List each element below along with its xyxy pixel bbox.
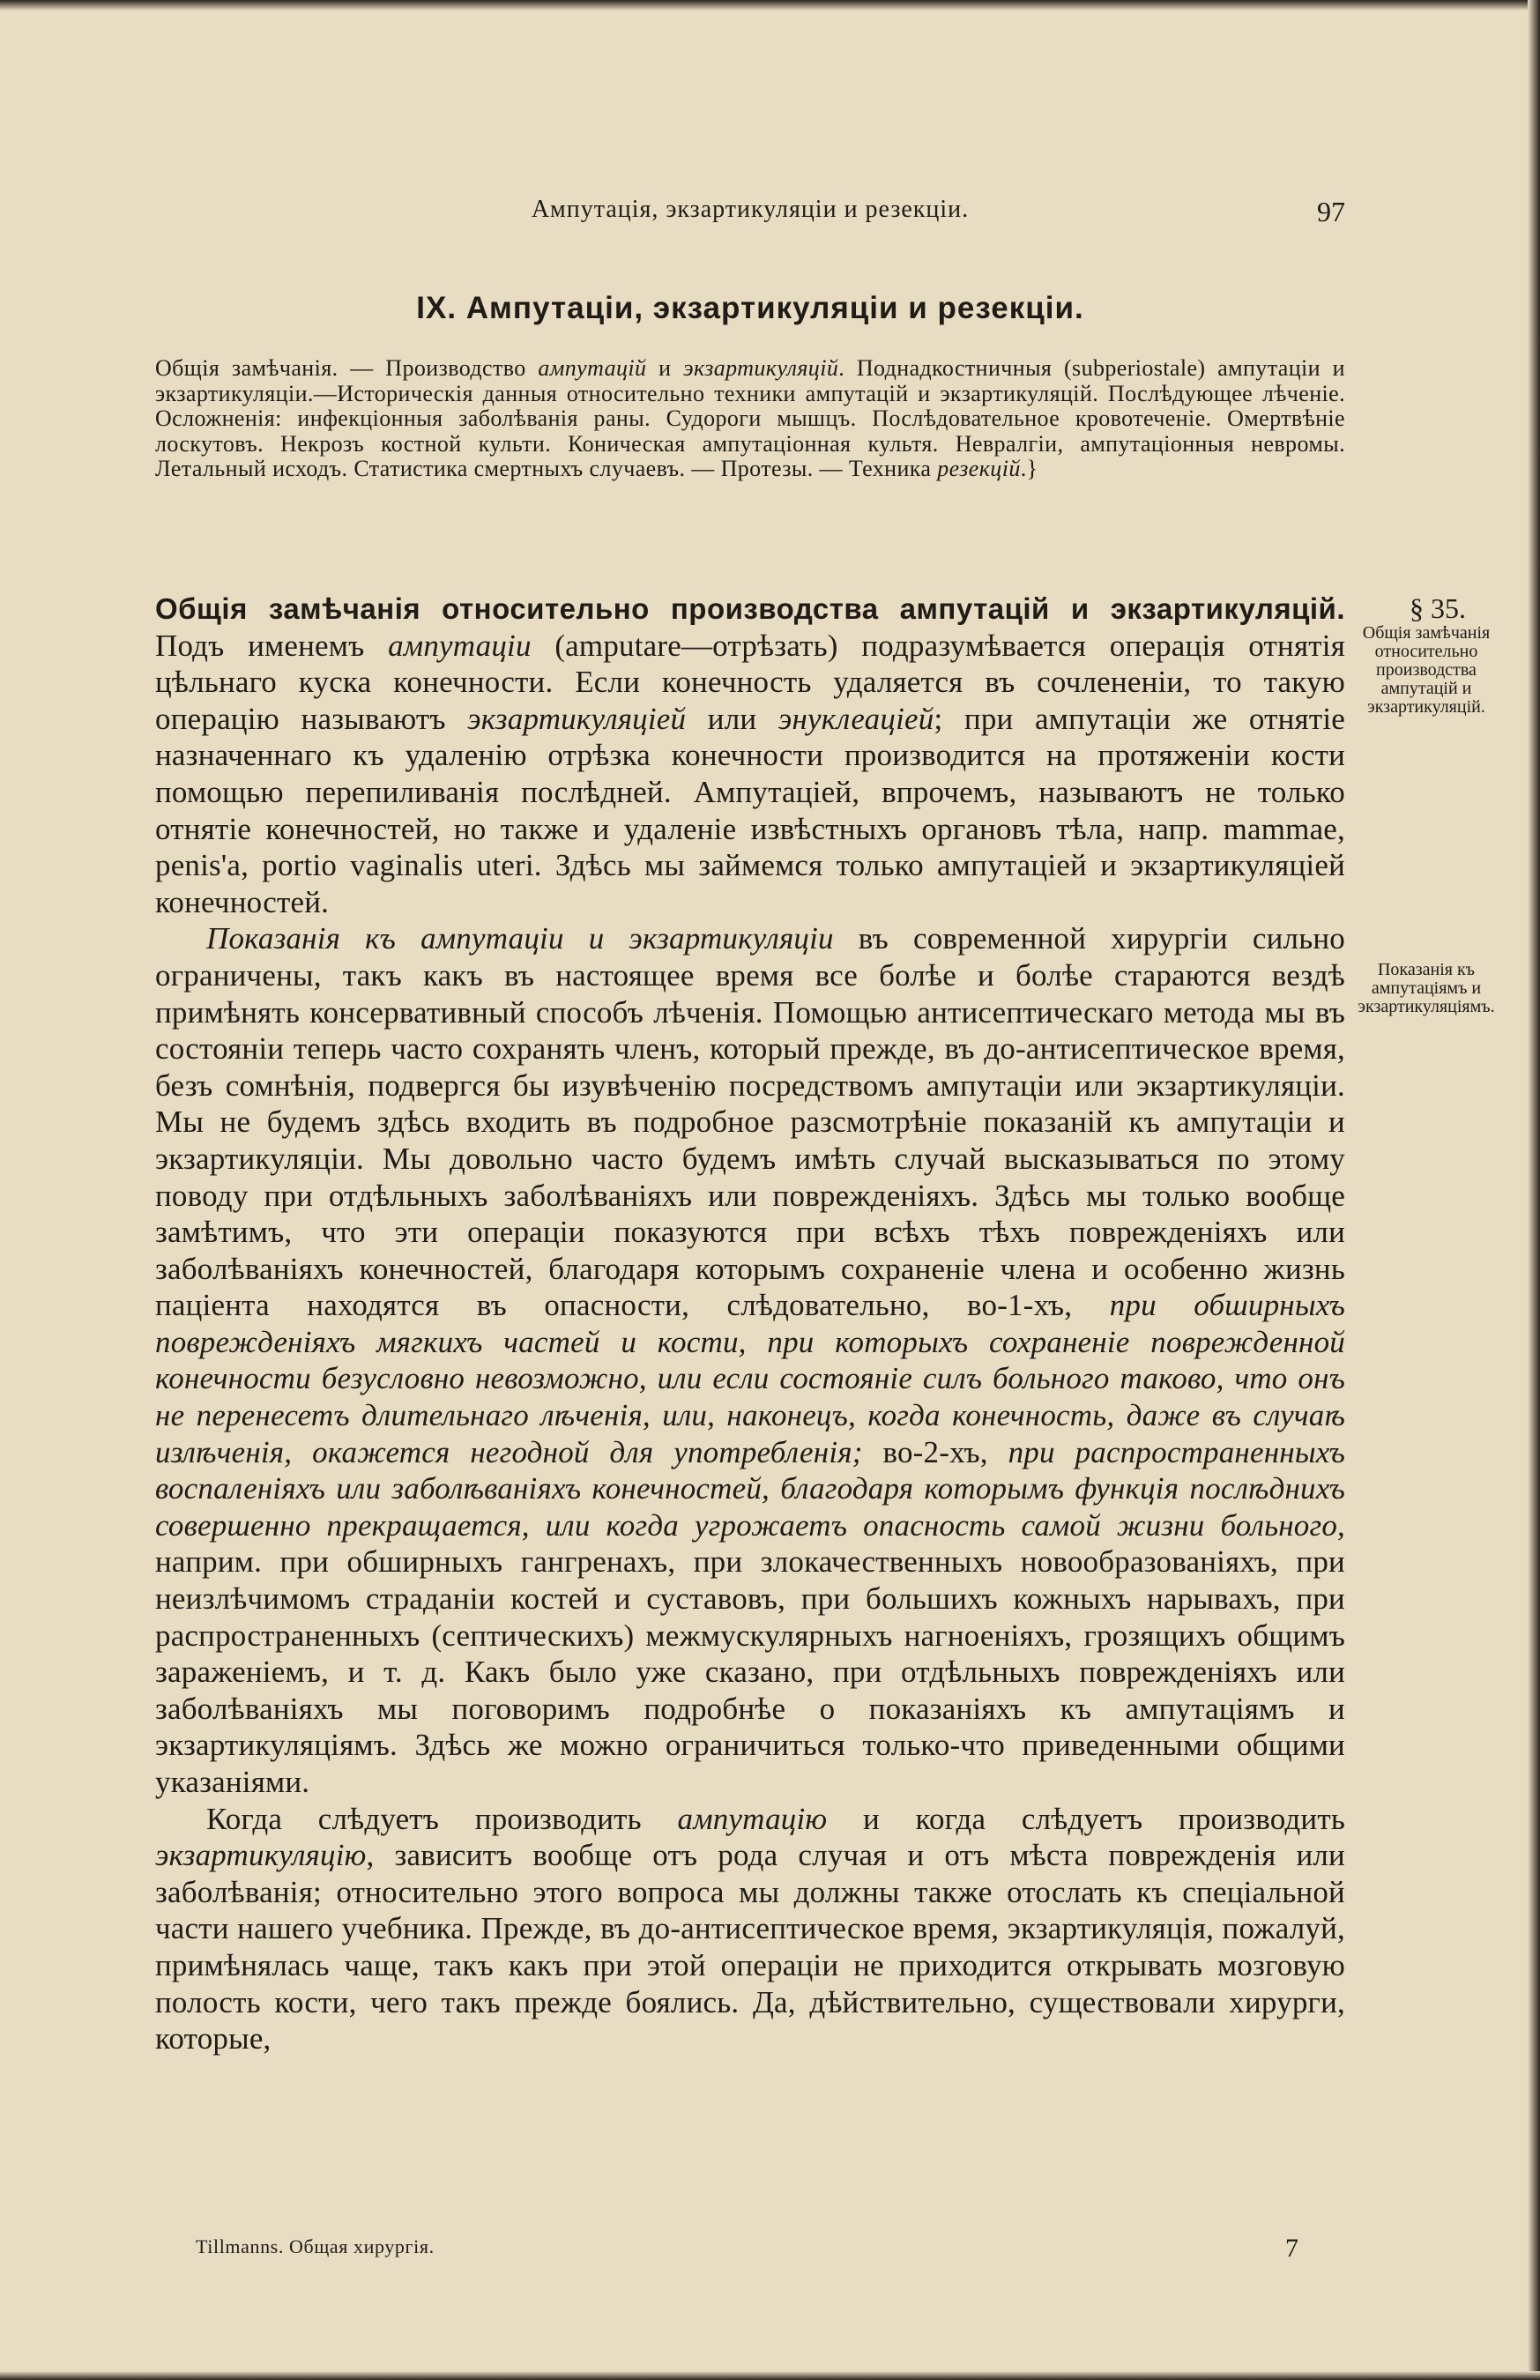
summary-italic-resections: резекцій (937, 456, 1021, 482)
p1-text-c: или (686, 701, 778, 736)
chapter-summary (155, 356, 1345, 482)
summary-rest: . Поднадкостничныя (subperiostale) ампутаціи и экзартикуляціи.—Историческія данныя относительно техники ампутацій и экзартикуляцій. Послѣдующее лѣченіе. Осложненія: инфекціонныя заболѣванія раны. Судороги мышцъ. Послѣдовательное кровотеченіе. Омертвѣніе лоскутовъ. Некрозъ костной культи. Коническая ампутаціонная культя. Невралгіи, ампутаціонныя невромы. Летальный исходъ. Статистика смертныхъ случаевъ. — Протезы. — Техника (155, 355, 1345, 482)
scan-edge-top (0, 0, 1540, 11)
p2-text-c: наприм. при обширныхъ гангренахъ, при злокачественныхъ новообразованіяхъ, при неизлѣчимомъ страданіи костей и суставовъ, при большихъ кожныхъ нарывахъ, при распространенныхъ (септическихъ) межмускулярныхъ нагноеніяхъ, грозящихъ общимъ зараженіемъ, и т. д. Какъ было уже сказано, при отдѣльныхъ поврежденіяхъ или заболѣваніяхъ мы поговоримъ подробнѣе о показаніяхъ къ ампутаціямъ и экзартикуляціямъ. Здѣсь же можно ограничиться только-что приведенными общими указаніями. (155, 1544, 1345, 1799)
p2-italic-a: Показанія къ ампутаціи и экзартикуляціи (206, 921, 834, 956)
running-title: Ампутація, экзартикуляціи и резекціи. (531, 196, 970, 223)
running-head (155, 196, 1345, 231)
p3-text-c: , зависитъ вообще отъ рода случая и отъ мѣста поврежденія или заболѣванія; относительно этого вопроса мы должны также отослать къ спеціальной части нашего учебника. Прежде, въ до-антисептическое время, экзартикуляція, пожалуй, примѣнялась чаще, такъ какъ при этой операціи не приходится открывать мозговую полость кости, чего такъ прежде боялись. Да, дѣйствительно, существовали хирурги, которые, (155, 1838, 1345, 2056)
paragraph-2 (155, 920, 1345, 1800)
p3-text-b: и когда слѣдуетъ производить (827, 1801, 1345, 1836)
chapter-title: IX. Ампутаціи, экзартикуляціи и резекціи. (416, 291, 1084, 325)
footer-source: Tillmanns. Общая хирургія. (196, 2235, 435, 2257)
p3-text-a: Когда слѣдуетъ производить (206, 1801, 678, 1836)
p3-italic-a: ампутацію (677, 1801, 828, 1836)
p1-text-d: ; при ампутаціи же отнятіе назначеннаго къ удаленію отрѣзка конечности производится на протяженіи кости помощью перепиливанія послѣдней. Ампутаціей, впрочемъ, называютъ не только отнятіе конечностей, но также и удаленіе извѣстныхъ органовъ тѣла, напр. mammae, penis'a, portio vaginalis uteri. Здѣсь мы займемся только ампутаціей и экзартикуляціей конечностей. (155, 701, 1345, 919)
paragraph-3 (155, 1801, 1345, 2057)
summary-end: .} (1020, 456, 1038, 482)
margin-note-general-remarks: Общія замѣчанія относительно производства ампутацій и экзартикуляцій. (1362, 623, 1491, 717)
p1-italic-b: экзартикуляціей (467, 701, 687, 736)
p1-text-b: (amputare—отрѣзать) подразумѣвается операція отнятія цѣльнаго куска конечности. Если конечность удаляется въ сочлененіи, то такую операцію называютъ (155, 628, 1345, 736)
summary-italic-exarticulations: экзартикуляцій (683, 355, 839, 381)
section-mark: § 35. (1410, 592, 1466, 624)
summary-italic-amputations: ампутацій (538, 355, 647, 381)
signature-mark: 7 (1285, 2234, 1298, 2263)
p2-text-a: въ современной хирургіи сильно ограничены, такъ какъ въ настоящее время все болѣе и болѣе стараются вездѣ примѣнять консервативный способъ лѣченія. Помощью антисептическаго метода мы въ состояніи теперь часто сохранять членъ, который прежде, въ до-антисептическое время, безъ сомнѣнія, подвергся бы изувѣченію посредствомъ ампутаціи или экзартикуляціи. Мы не будемъ здѣсь входить въ подробное разсмотрѣніе показаній къ ампутаціи и экзартикуляціи. Мы довольно часто будемъ имѣть случай высказываться по этому поводу при отдѣльныхъ заболѣваніяхъ или поврежденіяхъ. Здѣсь мы только вообще замѣтимъ, что эти операціи показуются при всѣхъ тѣхъ поврежденіяхъ или заболѣваніяхъ конечностей, благодаря которымъ сохраненіе члена и особенно жизнь паціента находятся въ опасности, слѣдовательно, во-1-хъ, (155, 921, 1345, 1323)
paragraph-1 (155, 591, 1345, 920)
main-text (155, 591, 1345, 2057)
p2-text-b: во-2-хъ, (862, 1434, 1008, 1469)
summary-lead: Общія замѣчанія. — Производство (155, 355, 539, 381)
p1-text-a: Подъ именемъ (155, 628, 389, 663)
page-number: 97 (1317, 196, 1345, 227)
section-subheading: Общія замѣчанія относительно производства ампутацій и экзартикуляцій. (155, 592, 1345, 625)
p3-italic-b: экзартикуляцію (155, 1838, 367, 1873)
p1-italic-a: ампутаціи (388, 628, 532, 663)
p2-italic-c: при распространенныхъ воспаленіяхъ или заболѣваніяхъ конечностей, благодаря которымъ функція послѣднихъ совершенно прекращается, или когда угрожаетъ опасность самой жизни больного, (155, 1434, 1345, 1543)
page-footer (196, 2234, 1306, 2265)
summary-and: и (646, 355, 684, 381)
p1-italic-c: энуклеаціей (777, 701, 934, 736)
p2-italic-b: при обширныхъ поврежденіяхъ мягкихъ частей и кости, при которыхъ сохраненіе поврежденной конечности безусловно невозможно, или если состояніе силъ больного таково, что онъ не перенесетъ длительнаго лѣченія, или, наконецъ, когда конечность, даже въ случаѣ излѣченія, окажется негодной для употребленія; (155, 1288, 1346, 1469)
scan-edge-bottom (0, 2371, 1540, 2380)
scan-edge-right (1528, 0, 1540, 2380)
margin-note-indications: Показанія къ ампутаціямъ и экзартикуляціямъ. (1358, 960, 1495, 1016)
